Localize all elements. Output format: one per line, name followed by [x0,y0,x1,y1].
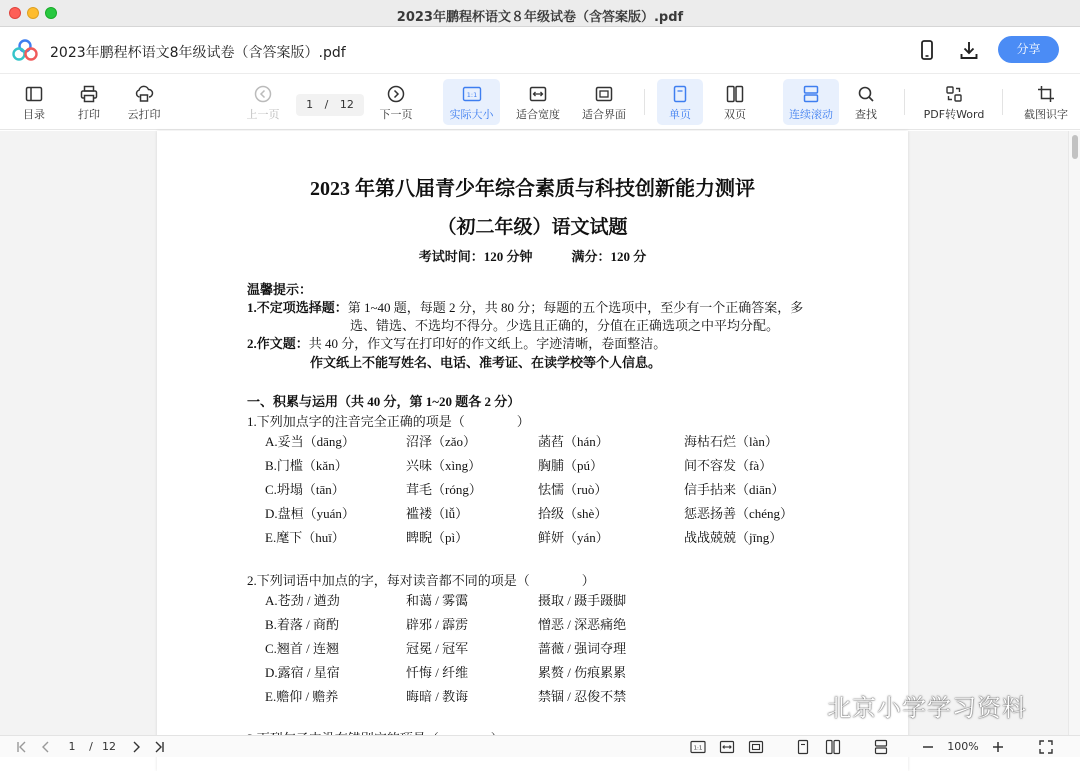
q2-option: 禁锢 / 忍俊不禁 [538,689,627,704]
ratio-icon-text: 1:1 [693,745,703,752]
continuous-scroll-icon [873,739,889,755]
tip-1-label: 1.不定项选择题： [247,300,348,315]
status-actual-size-button[interactable] [689,738,707,756]
page-total: 12 [339,98,354,111]
q2-option: 辟邪 / 霹雳 [406,617,469,632]
convert-icon [944,84,964,104]
continuous-scroll-button[interactable] [783,79,839,125]
status-page-total: 12 [102,740,116,753]
fullscreen-button[interactable] [1038,738,1054,756]
print-label: 打印 [78,108,100,121]
chevron-left-icon [38,739,54,755]
q2-option: C.翘首 / 连翘 [265,641,340,656]
tips-heading: 温馨提示： [247,282,313,297]
cloud-print-button[interactable] [121,79,167,125]
prev-page-button[interactable] [243,79,283,125]
q1-option: C.坍塌（tān） [265,482,345,497]
q1-option: 睥睨（pì） [406,530,469,545]
fit-page-icon [594,84,614,104]
prev-page-label: 上一页 [246,108,280,121]
actual-size-icon [462,84,482,104]
cloud-print-icon [134,84,154,104]
fit-page-icon [748,739,764,755]
find-label: 查找 [855,108,877,121]
find-button[interactable] [846,79,886,125]
q1-option: 怯懦（ruò） [538,482,608,497]
status-continuous-scroll-button[interactable] [872,738,890,756]
ocr-button[interactable] [1018,79,1074,125]
last-page-button[interactable] [150,738,168,756]
q2-option: 忏悔 / 纤维 [406,665,469,680]
minus-icon [920,739,936,755]
double-page-button[interactable] [713,79,757,125]
printer-icon [79,84,99,104]
toc-icon [24,84,44,104]
fit-page-label: 适合界面 [582,108,626,121]
wechat-icon [785,692,821,718]
q1-option: 菡萏（hán） [538,434,609,449]
status-single-page-button[interactable] [794,738,812,756]
q2-option: B.着落 / 商酌 [265,617,340,632]
first-page-icon [14,739,30,755]
toc-button[interactable] [14,79,54,125]
single-page-label: 单页 [669,108,691,121]
q2-option: 累赘 / 伤痕累累 [538,665,627,680]
q2-option: D.露宿 / 星宿 [265,665,340,680]
tip-1 [247,297,803,316]
q1-option: A.妥当（dāng） [265,434,355,449]
q2-option: 冠冕 / 冠军 [406,641,469,656]
q2-option: 和蔼 / 雾霭 [406,593,469,608]
phone-icon[interactable] [916,39,938,61]
pdf-page [157,131,908,771]
q1-option: 战战兢兢（jīng） [684,530,783,545]
tip-2-label: 2.作文题： [247,336,309,351]
tip-2-text: 共 40 分，作文写在打印好的作文纸上。字迹清晰，卷面整洁。 [308,336,667,351]
fit-width-label: 适合宽度 [516,108,560,121]
question-1: 1.下列加点字的注音完全正确的项是（ ） [247,414,530,429]
exam-subtitle: （初二年级）语文试题 [437,217,628,238]
watermark [785,690,1027,720]
q2-option: 摄取 / 蹑手蹑脚 [538,593,627,608]
fit-page-button[interactable] [576,79,632,125]
q1-option: 茸毛（róng） [406,482,482,497]
q2-option: E.赡仰 / 赡养 [265,689,339,704]
toolbar [0,75,1080,130]
cloud-print-label: 云打印 [127,108,161,121]
status-double-page-button[interactable] [824,738,842,756]
zoom-in-button[interactable] [990,738,1006,756]
q2-option: 晦暗 / 教诲 [406,689,469,704]
vertical-scrollbar[interactable] [1068,131,1080,735]
document-title: 2023年鹏程杯语文8年级试卷（含答案版）.pdf [50,45,346,61]
chevron-right-circle-icon [386,84,406,104]
tip-2 [247,333,666,352]
app-header [0,27,1080,74]
next-page-label: 下一页 [379,108,413,121]
chevron-right-icon [128,739,144,755]
search-icon [856,84,876,104]
single-page-button[interactable] [657,79,703,125]
first-page-button[interactable] [14,738,30,756]
exam-title: 2023 年第八届青少年综合素质与科技创新能力测评 [310,178,755,200]
page-separator: / [324,98,329,111]
page-number-input[interactable] [296,94,364,116]
status-bar [0,735,1080,757]
actual-size-label: 实际大小 [449,108,494,121]
scrollbar-thumb[interactable] [1072,135,1078,159]
fullscreen-icon [1038,739,1054,755]
double-page-icon [825,739,841,755]
share-button[interactable]: 分享 [998,36,1059,63]
window-title-bar [0,0,1080,27]
status-fit-page-button[interactable] [747,738,765,756]
continuous-scroll-icon [801,84,821,104]
fit-width-icon [719,739,735,755]
q1-option: D.盘桓（yuán） [265,506,355,521]
q1-option: 兴味（xìng） [406,458,482,473]
document-viewport[interactable] [0,131,1080,735]
pdf-to-word-button[interactable] [918,79,990,125]
page-current: 1 [306,98,314,111]
q2-option: A.苍劲 / 遒劲 [265,593,340,608]
tip-1-continued: 选、错选、不选均不得分。少选且正确的，分值在正确选项之中平均分配。 [350,318,780,333]
q2-option: 憎恶 / 深恶痛绝 [538,617,627,632]
plus-icon [990,739,1006,755]
section-heading: 一、积累与运用（共 40 分，第 1~20 题各 2 分） [247,394,521,409]
toolbar-divider [904,89,905,115]
q1-option: 间不容发（fà） [684,458,773,473]
next-page-button[interactable] [375,79,417,125]
last-page-icon [151,739,167,755]
q1-option: 信手拈来（diān） [684,482,785,497]
zoom-level[interactable]: 100% [947,740,979,753]
single-page-icon [670,84,690,104]
download-icon[interactable] [958,39,980,61]
chevron-left-circle-icon [253,84,273,104]
pdf-to-word-label: PDF转Word [923,108,985,121]
q1-option: 鲜妍（yán） [538,530,609,545]
q1-option: 海枯石烂（làn） [684,434,778,449]
exam-info: 考试时间：120 分钟 满分：120 分 [418,249,647,264]
continuous-scroll-label: 连续滚动 [789,108,833,121]
fit-width-icon [528,84,548,104]
app-logo-icon [12,39,38,61]
crop-icon [1036,84,1056,104]
toolbar-divider [1002,89,1003,115]
status-page-separator: / [89,740,93,753]
q1-option: 拾级（shè） [538,506,608,521]
toolbar-divider [644,89,645,115]
actual-size-icon-text: 1:1 [466,91,477,99]
question-2: 2.下列词语中加点的字，每对读音都不同的项是（ ） [247,573,595,588]
window-title: 2023年鹏程杯语文８年级试卷（含答案版）.pdf [396,10,684,25]
toc-label: 目录 [23,108,45,121]
q1-option: E.麾下（huī） [265,530,345,545]
zoom-out-button[interactable] [920,738,936,756]
status-next-page-button[interactable] [128,738,144,756]
q1-option: B.门槛（kǎn） [265,458,348,473]
status-page-current[interactable]: 1 [68,740,76,753]
watermark-text: 北京小学学习资料 [827,693,1027,722]
print-button[interactable] [69,79,109,125]
q2-option: 蔷薇 / 强词夺理 [538,641,627,656]
tip-2-notice: 作文纸上不能写姓名、电话、准考证、在读学校等个人信息。 [310,355,662,370]
double-page-icon [725,84,745,104]
single-page-icon [795,739,811,755]
tip-1-text: 第 1~40 题，每题 2 分，共 80 分；每题的五个选项中，至少有一个正确答案，多 [347,300,804,315]
q1-option: 惩恶扬善（chéng） [684,506,794,521]
double-page-label: 双页 [724,108,746,121]
q1-option: 褴褛（lǚ） [406,506,469,521]
status-fit-width-button[interactable] [718,738,736,756]
fit-width-button[interactable] [510,79,566,125]
status-prev-page-button[interactable] [38,738,54,756]
ocr-label: 截图识字 [1024,108,1068,121]
actual-size-button[interactable] [443,79,500,125]
q1-option: 沼泽（zǎo） [406,434,477,449]
actual-size-icon [690,739,706,755]
q1-option: 胸脯（pú） [538,458,604,473]
